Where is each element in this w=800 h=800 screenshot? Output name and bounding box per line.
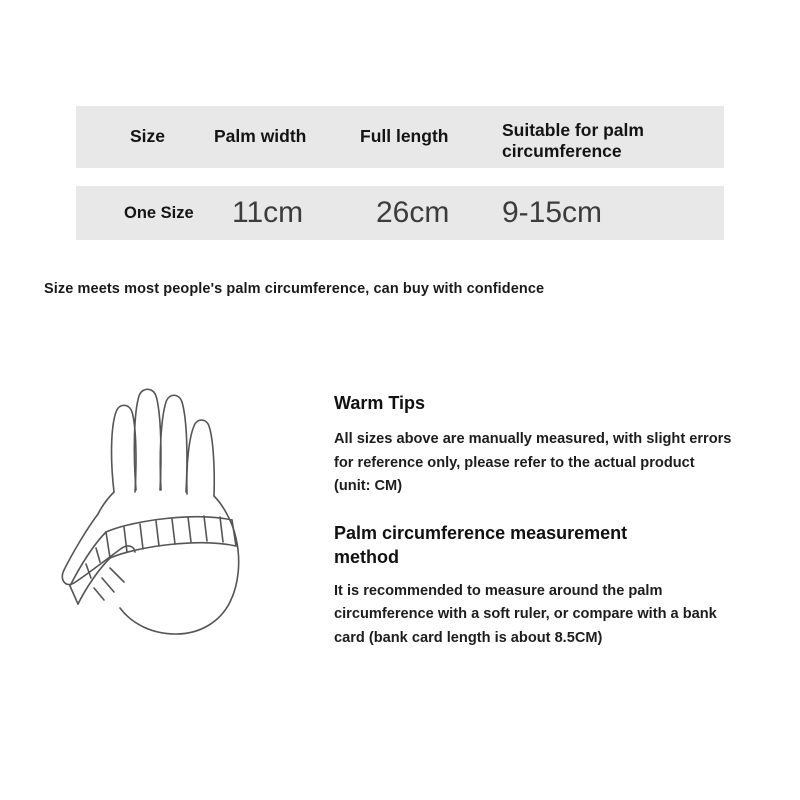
hand-diagram-icon (36, 362, 316, 662)
cell-palm-width: 11cm (232, 196, 304, 229)
measurement-method-title: Palm circumference measurement method (334, 522, 628, 568)
table-header-full-length: Full length (360, 126, 449, 147)
table-row-divider (76, 168, 724, 186)
size-note: Size meets most people's palm circumference, can buy with confidence (44, 281, 545, 297)
table-header-row (76, 106, 724, 168)
warm-tips-body: All sizes above are manually measured, with slight errors for reference only, please refer to the actual product (unit: CM) (334, 431, 732, 495)
table-row (76, 186, 724, 240)
cell-size: One Size (124, 203, 194, 222)
cell-full-length: 26cm (376, 196, 450, 229)
tips-column (334, 393, 754, 650)
cell-palm-circumference: 9-15cm (502, 196, 603, 229)
table-header-palm-width: Palm width (214, 126, 307, 147)
table-header-palm-circumference: Suitable for palm circumference (502, 120, 644, 162)
measurement-method-body: It is recommended to measure around the palm circumference with a soft ruler, or compare with a bank card (bank card length is about 8.5CM) (334, 582, 717, 646)
warm-tips-title: Warm Tips (334, 393, 426, 413)
hand-illustration (36, 362, 316, 662)
size-table (76, 106, 724, 240)
table-header-size: Size (130, 126, 166, 147)
